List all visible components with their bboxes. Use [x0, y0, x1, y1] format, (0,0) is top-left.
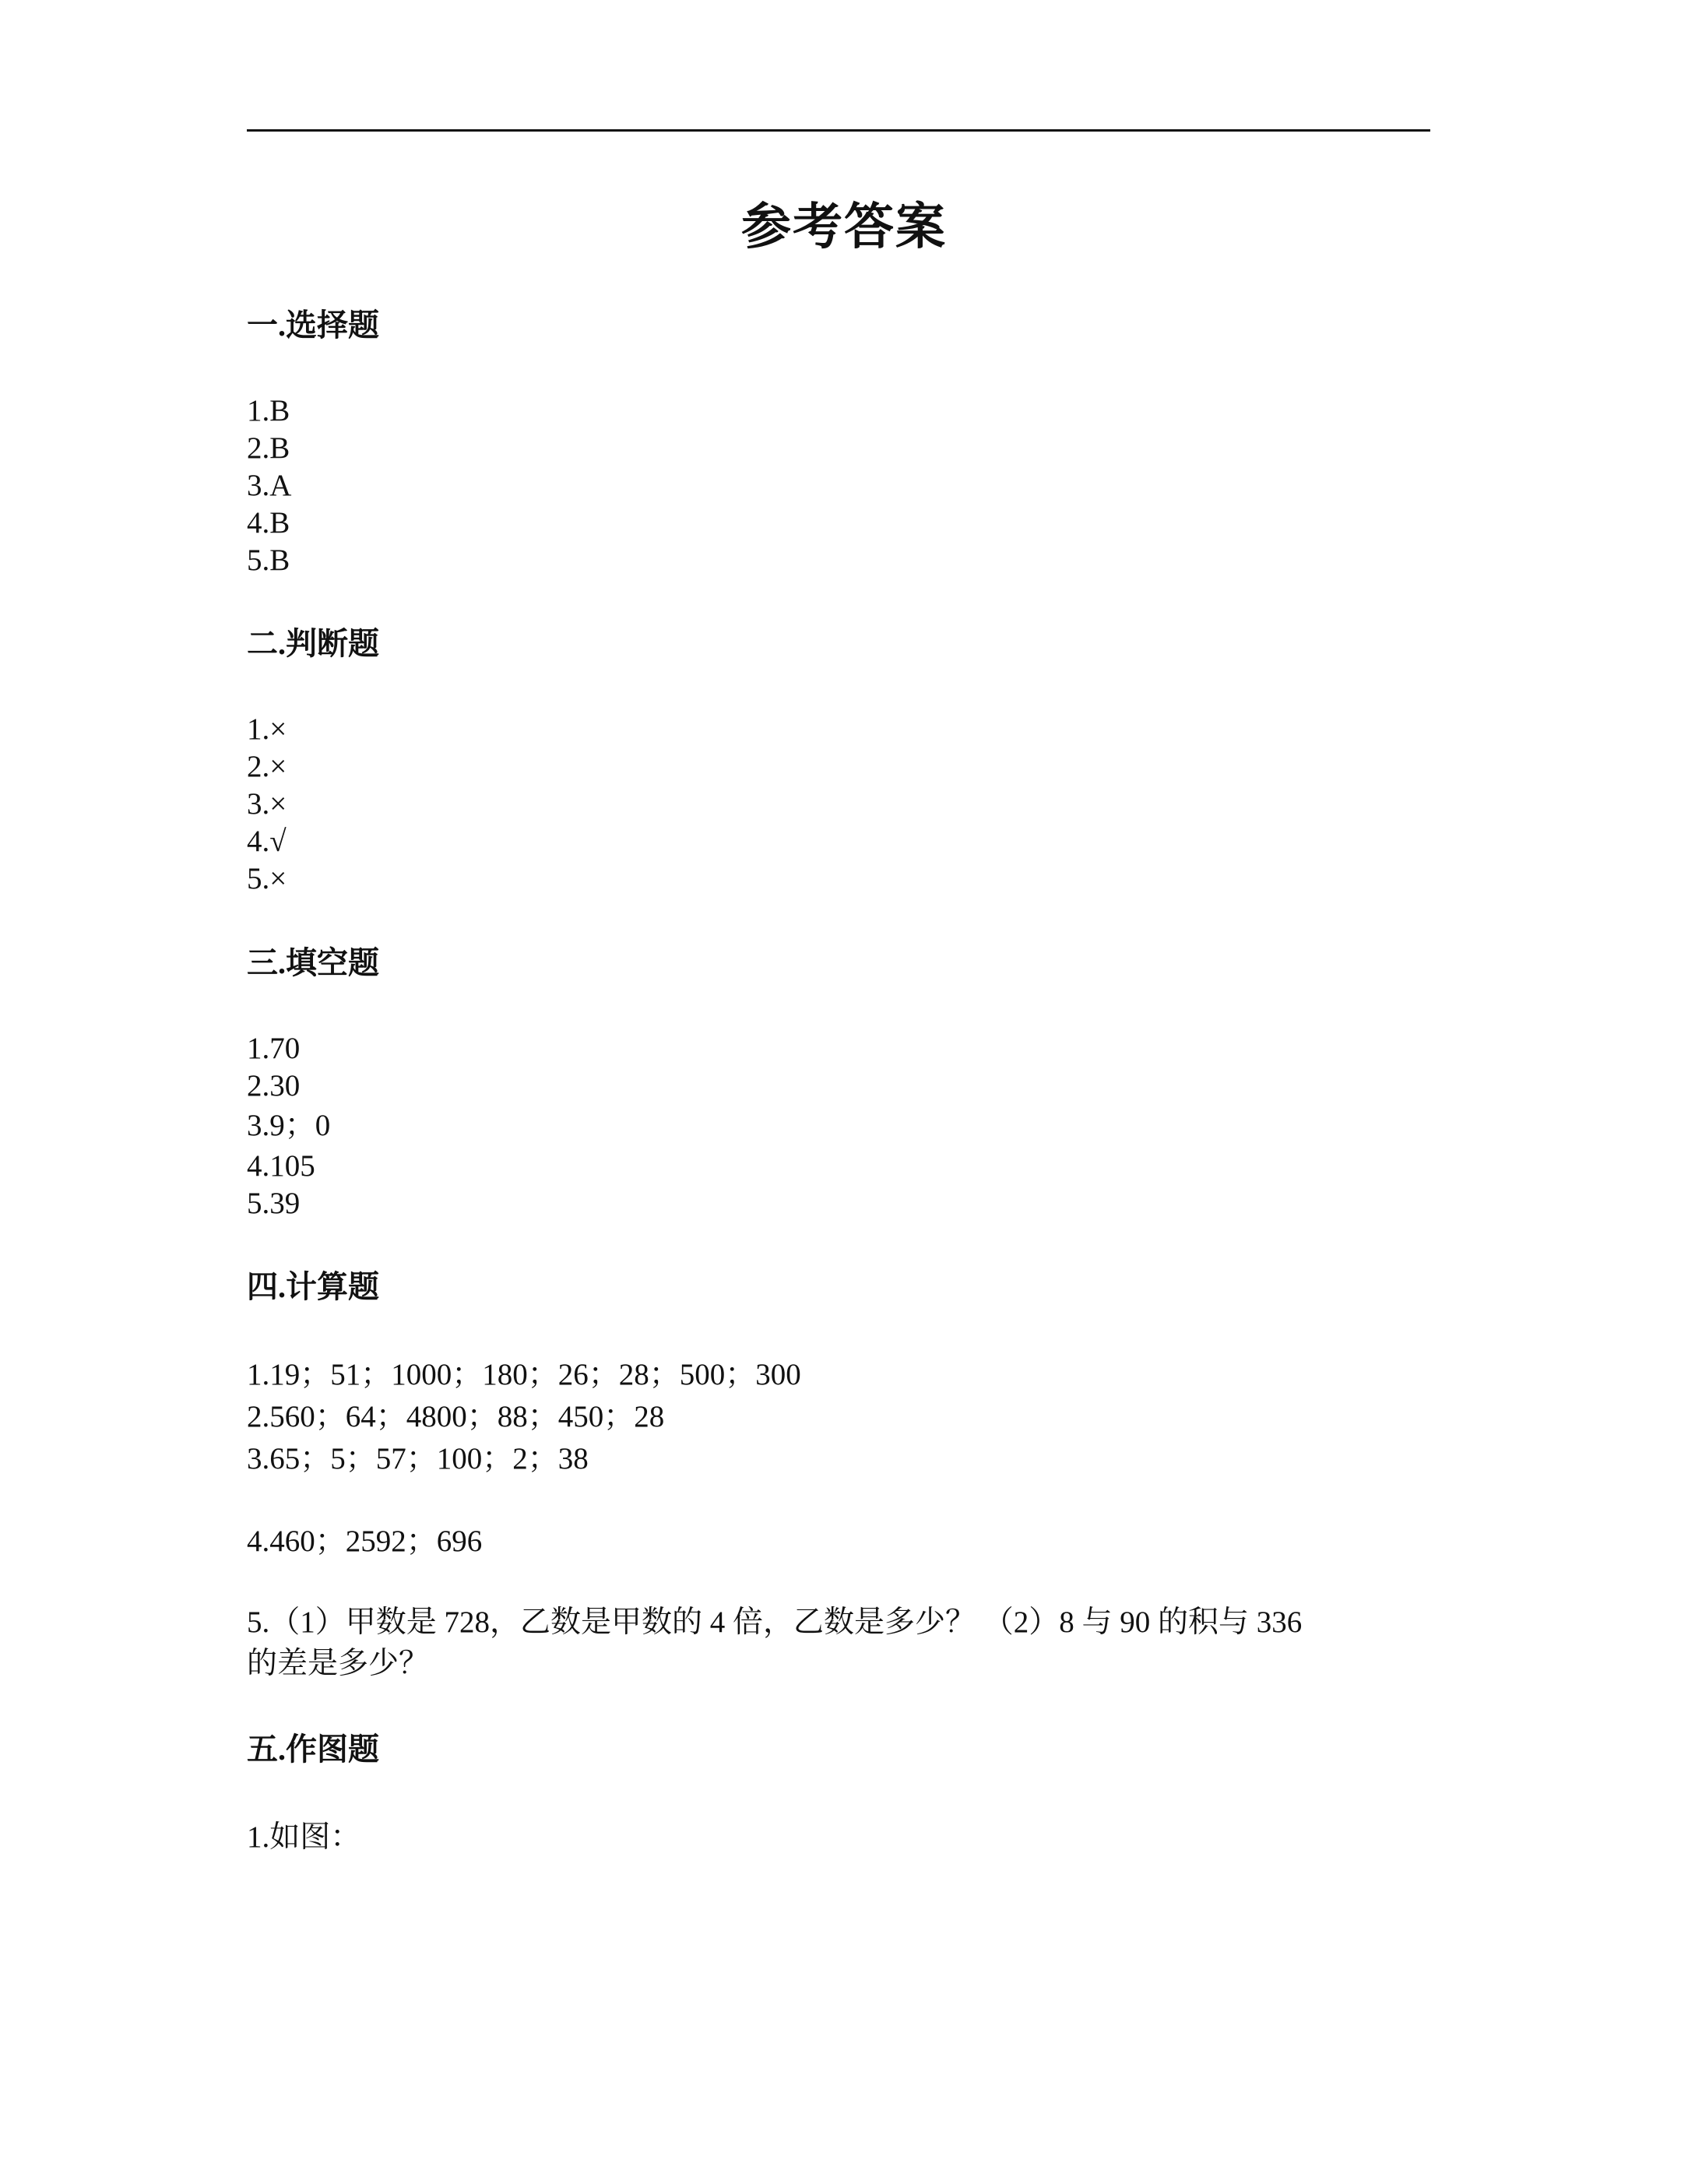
page-title: 参考答案 — [741, 199, 947, 255]
answer-line: 3.9；0 — [247, 1109, 331, 1142]
answer-line: 2.× — [247, 750, 287, 783]
answer-line: 1.19；51；1000；180；26；28；500；300 — [247, 1358, 801, 1391]
answer-line: 1.B — [247, 394, 290, 427]
answer-line: 5.B — [247, 543, 290, 577]
answer-line: 3.65；5；57；100；2；38 — [247, 1442, 589, 1475]
answer-line: 1.如图： — [247, 1820, 361, 1854]
answer-line: 4.√ — [247, 825, 287, 858]
answer-line: 3.A — [247, 469, 292, 502]
section-heading-fill-blank: 三.填空题 — [247, 945, 379, 980]
answer-line: 5.× — [247, 862, 287, 895]
answer-line: 2.B — [247, 431, 290, 465]
answer-line-continuation: 的差是多少？ — [247, 1647, 430, 1680]
answer-line: 5.（1）甲数是 728，乙数是甲数的 4 倍，乙数是多少？ （2）8 与 90 的积与 336 — [247, 1605, 1303, 1639]
answer-line: 3.× — [247, 787, 287, 821]
answer-line: 2.30 — [247, 1069, 301, 1103]
section-heading-calculation: 四.计算题 — [247, 1269, 379, 1304]
answer-line: 4.105 — [247, 1149, 315, 1183]
answer-line: 1.70 — [247, 1032, 301, 1065]
section-heading-judgement: 二.判断题 — [247, 626, 379, 661]
answer-line: 4.B — [247, 506, 290, 540]
header-rule — [247, 129, 1430, 132]
answer-line: 5.39 — [247, 1187, 301, 1220]
section-heading-drawing: 五.作图题 — [247, 1732, 379, 1767]
answer-line: 2.560；64；4800；88；450；28 — [247, 1400, 665, 1433]
answer-line: 1.× — [247, 712, 287, 746]
answer-line: 4.460；2592；696 — [247, 1525, 483, 1558]
section-heading-choice: 一.选择题 — [247, 308, 379, 343]
